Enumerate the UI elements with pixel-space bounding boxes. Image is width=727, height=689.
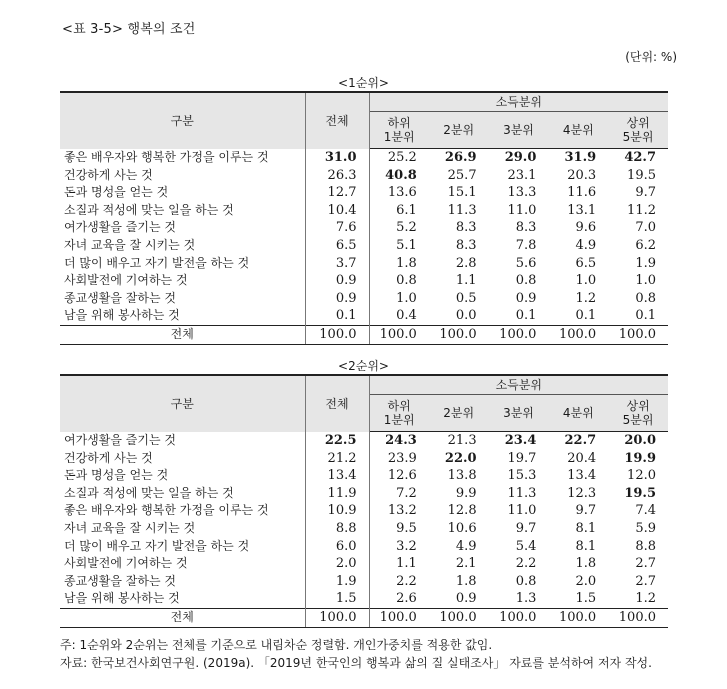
cell-total: 2.0 [305, 555, 369, 573]
cell-quintile-5: 100.0 [608, 325, 668, 344]
table-caption-rank2: <2순위> [338, 359, 389, 373]
table-row [60, 432, 668, 450]
cell-quintile-3: 7.8 [515, 237, 537, 253]
table-row [60, 467, 668, 485]
cell-quintile-4: 100.0 [548, 325, 608, 344]
row-label: 자녀 교육을 잘 시키는 것 [60, 520, 305, 538]
row-label: 여가생활을 즐기는 것 [60, 219, 305, 237]
row-label: 더 많이 배우고 자기 발전을 하는 것 [60, 255, 305, 273]
cell-quintile-2: 25.7 [447, 167, 477, 183]
cell-total: 6.0 [305, 538, 369, 556]
cell-quintile-3: 0.8 [515, 273, 537, 289]
row-label: 여가생활을 즐기는 것 [60, 432, 305, 450]
cell-total: 0.9 [305, 272, 369, 290]
row-label: 종교생활을 잘하는 것 [60, 573, 305, 591]
cell-quintile-4: 2.0 [575, 573, 597, 589]
cell-quintile-5: 42.7 [624, 150, 656, 165]
table-total-row [60, 325, 668, 344]
cell-quintile-2: 8.3 [455, 220, 477, 236]
table-row [60, 184, 668, 202]
cell-quintile-3: 1.3 [515, 591, 537, 607]
cell-total: 100.0 [305, 608, 369, 627]
cell-quintile-4: 20.3 [567, 167, 597, 183]
cell-quintile-4: 1.5 [575, 591, 597, 607]
cell-quintile-2: 8.3 [455, 237, 477, 253]
table-row [60, 237, 668, 255]
table-row [60, 167, 668, 185]
cell-quintile-4: 0.1 [575, 308, 597, 324]
header-quintile-2: 2분위 [429, 112, 489, 149]
cell-quintile-4: 4.9 [575, 237, 597, 253]
unit-label: (단위: %) [625, 50, 677, 64]
cell-quintile-1: 1.8 [396, 255, 417, 271]
cell-quintile-3: 0.1 [515, 308, 537, 324]
cell-quintile-3: 0.8 [515, 573, 537, 589]
table-row [60, 590, 668, 608]
table-row [60, 307, 668, 325]
cell-quintile-1: 24.3 [385, 433, 417, 448]
cell-quintile-2: 21.3 [447, 433, 477, 448]
row-label: 돈과 명성을 얻는 것 [60, 467, 305, 485]
cell-total: 100.0 [305, 325, 369, 344]
table-row [60, 502, 668, 520]
cell-quintile-3: 8.3 [515, 220, 537, 236]
row-label: 소질과 적성에 맞는 일을 하는 것 [60, 202, 305, 220]
cell-total: 3.7 [305, 255, 369, 273]
row-label: 더 많이 배우고 자기 발전을 하는 것 [60, 538, 305, 556]
header-quintile-2: 2분위 [429, 395, 489, 432]
cell-quintile-1: 7.2 [396, 485, 417, 501]
cell-quintile-2: 12.8 [447, 503, 477, 519]
cell-quintile-5: 19.5 [624, 485, 656, 501]
cell-quintile-1: 1.1 [396, 556, 417, 572]
cell-quintile-4: 31.9 [564, 150, 597, 165]
cell-quintile-2: 2.1 [455, 556, 477, 572]
header-total: 전체 [305, 375, 369, 432]
cell-total: 10.9 [305, 502, 369, 520]
cell-quintile-2: 0.5 [455, 290, 477, 306]
cell-quintile-4: 8.1 [575, 538, 597, 554]
cell-quintile-4: 12.3 [567, 485, 597, 501]
row-label: 남을 위해 봉사하는 것 [60, 307, 305, 325]
header-quintile-1: 하위 1분위 [369, 112, 429, 149]
row-label: 건강하게 사는 것 [60, 450, 305, 468]
table-title: <표 3-5> 행복의 조건 [62, 22, 196, 37]
row-label: 사회발전에 기여하는 것 [60, 272, 305, 290]
header-quintile-1: 하위 1분위 [369, 395, 429, 432]
table-row [60, 272, 668, 290]
cell-quintile-2: 1.8 [455, 573, 477, 589]
cell-quintile-1: 40.8 [385, 167, 417, 183]
row-label: 좋은 배우자와 행복한 가정을 이루는 것 [60, 149, 305, 167]
table-row [60, 573, 668, 591]
cell-quintile-4: 9.6 [575, 220, 597, 236]
table-rank1 [60, 91, 668, 345]
table-row [60, 202, 668, 220]
cell-quintile-5: 1.0 [635, 273, 656, 289]
cell-quintile-1: 13.2 [387, 503, 417, 519]
cell-quintile-4: 11.6 [567, 185, 597, 201]
cell-total: 26.3 [305, 167, 369, 185]
cell-total: 11.9 [305, 485, 369, 503]
cell-quintile-1: 3.2 [396, 538, 417, 554]
cell-quintile-5: 9.7 [635, 185, 656, 201]
cell-quintile-3: 100.0 [489, 608, 549, 627]
cell-total: 10.4 [305, 202, 369, 220]
cell-quintile-3: 2.2 [515, 556, 537, 572]
row-label: 남을 위해 봉사하는 것 [60, 590, 305, 608]
header-quintile-4: 4분위 [548, 395, 608, 432]
row-label: 사회발전에 기여하는 것 [60, 555, 305, 573]
cell-quintile-5: 2.7 [635, 573, 656, 589]
cell-quintile-5: 1.9 [635, 255, 656, 271]
cell-quintile-5: 7.4 [635, 503, 656, 519]
cell-quintile-2: 10.6 [447, 520, 477, 536]
cell-quintile-3: 19.7 [507, 450, 537, 466]
row-label: 소질과 적성에 맞는 일을 하는 것 [60, 485, 305, 503]
cell-quintile-3: 11.3 [507, 485, 537, 501]
cell-total: 8.8 [305, 520, 369, 538]
cell-quintile-4: 6.5 [575, 255, 597, 271]
cell-quintile-5: 0.8 [635, 290, 656, 306]
header-income-group: 소득분위 [369, 92, 668, 112]
cell-quintile-2: 26.9 [444, 150, 477, 165]
cell-quintile-1: 23.9 [387, 450, 417, 466]
cell-quintile-5: 7.0 [635, 220, 656, 236]
header-quintile-4: 4분위 [548, 112, 608, 149]
cell-quintile-4: 9.7 [575, 503, 597, 519]
cell-quintile-1: 5.1 [396, 237, 417, 253]
table-row [60, 290, 668, 308]
cell-quintile-1: 100.0 [369, 608, 429, 627]
cell-quintile-2: 13.8 [447, 468, 477, 484]
cell-total: 1.5 [305, 590, 369, 608]
cell-quintile-3: 100.0 [489, 325, 549, 344]
cell-quintile-2: 1.1 [455, 273, 477, 289]
cell-quintile-4: 8.1 [575, 520, 597, 536]
cell-quintile-3: 23.4 [504, 433, 537, 448]
cell-quintile-2: 100.0 [429, 325, 489, 344]
cell-quintile-1: 2.6 [396, 591, 417, 607]
cell-quintile-4: 1.2 [575, 290, 597, 306]
cell-quintile-5: 100.0 [608, 608, 668, 627]
cell-quintile-1: 5.2 [396, 220, 417, 236]
table-rank2 [60, 374, 668, 628]
cell-quintile-3: 11.0 [507, 503, 537, 519]
cell-quintile-1: 13.6 [387, 185, 417, 201]
cell-quintile-2: 9.9 [455, 485, 477, 501]
note-text: 주: 1순위와 2순위는 전체를 기준으로 내림차순 정렬함. 개인가중치를 적용한 값임. [60, 638, 493, 652]
cell-total: 6.5 [305, 237, 369, 255]
cell-quintile-1: 6.1 [396, 202, 417, 218]
cell-total: 31.0 [305, 149, 369, 167]
cell-quintile-3: 0.9 [515, 290, 537, 306]
cell-quintile-4: 13.1 [567, 202, 597, 218]
cell-total: 7.6 [305, 219, 369, 237]
cell-total: 13.4 [305, 467, 369, 485]
table-row [60, 149, 668, 167]
cell-quintile-1: 0.8 [396, 273, 417, 289]
cell-total: 0.9 [305, 290, 369, 308]
table-row [60, 255, 668, 273]
total-label: 전체 [60, 608, 305, 627]
total-label: 전체 [60, 325, 305, 344]
table-row [60, 538, 668, 556]
cell-quintile-1: 2.2 [396, 573, 417, 589]
cell-quintile-2: 0.9 [455, 591, 477, 607]
cell-quintile-3: 5.6 [515, 255, 537, 271]
table-row [60, 520, 668, 538]
table-total-row [60, 608, 668, 627]
header-category: 구분 [60, 92, 305, 149]
row-label: 종교생활을 잘하는 것 [60, 290, 305, 308]
cell-quintile-4: 1.0 [575, 273, 597, 289]
cell-quintile-2: 22.0 [444, 450, 477, 466]
cell-quintile-2: 15.1 [447, 185, 477, 201]
cell-quintile-2: 4.9 [455, 538, 477, 554]
cell-quintile-4: 1.8 [575, 556, 597, 572]
cell-quintile-5: 2.7 [635, 556, 656, 572]
cell-quintile-3: 29.0 [504, 150, 537, 165]
cell-total: 12.7 [305, 184, 369, 202]
cell-quintile-5: 11.2 [627, 202, 656, 218]
cell-quintile-5: 8.8 [635, 538, 656, 554]
row-label: 건강하게 사는 것 [60, 167, 305, 185]
cell-total: 21.2 [305, 450, 369, 468]
table-row [60, 555, 668, 573]
cell-total: 22.5 [305, 432, 369, 450]
cell-quintile-5: 6.2 [635, 237, 656, 253]
header-category: 구분 [60, 375, 305, 432]
cell-quintile-2: 0.0 [455, 308, 477, 324]
cell-quintile-5: 1.2 [635, 591, 656, 607]
cell-quintile-3: 23.1 [507, 167, 537, 183]
row-label: 좋은 배우자와 행복한 가정을 이루는 것 [60, 502, 305, 520]
header-quintile-5: 상위 5분위 [608, 112, 668, 149]
cell-quintile-5: 19.5 [627, 167, 656, 183]
cell-quintile-1: 9.5 [396, 520, 417, 536]
cell-quintile-5: 5.9 [635, 520, 656, 536]
table-caption-rank1: <1순위> [338, 76, 389, 90]
header-quintile-3: 3분위 [489, 112, 549, 149]
cell-quintile-4: 13.4 [567, 468, 597, 484]
cell-quintile-5: 20.0 [624, 433, 656, 448]
cell-quintile-2: 100.0 [429, 608, 489, 627]
source-text: 자료: 한국보건사회연구원. (2019a). 「2019년 한국인의 행복과 삶의 질 실태조사」 자료를 분석하여 저자 작성. [60, 656, 652, 670]
cell-quintile-3: 15.3 [507, 468, 537, 484]
header-quintile-5: 상위 5분위 [608, 395, 668, 432]
cell-quintile-3: 13.3 [507, 185, 537, 201]
cell-quintile-4: 22.7 [564, 433, 597, 448]
cell-quintile-1: 0.4 [396, 308, 417, 324]
cell-quintile-4: 20.4 [567, 450, 597, 466]
cell-quintile-1: 12.6 [387, 468, 417, 484]
cell-quintile-3: 11.0 [507, 202, 537, 218]
cell-quintile-3: 9.7 [515, 520, 537, 536]
cell-quintile-5: 12.0 [627, 468, 656, 484]
cell-quintile-4: 100.0 [548, 608, 608, 627]
table-row [60, 450, 668, 468]
row-label: 자녀 교육을 잘 시키는 것 [60, 237, 305, 255]
cell-quintile-5: 19.9 [624, 450, 656, 466]
table-row [60, 219, 668, 237]
table-row [60, 485, 668, 503]
cell-total: 1.9 [305, 573, 369, 591]
header-quintile-3: 3분위 [489, 395, 549, 432]
cell-quintile-1: 1.0 [396, 290, 417, 306]
cell-quintile-1: 25.2 [387, 150, 417, 165]
header-total: 전체 [305, 92, 369, 149]
cell-quintile-5: 0.1 [635, 308, 656, 324]
header-income-group: 소득분위 [369, 375, 668, 395]
row-label: 돈과 명성을 얻는 것 [60, 184, 305, 202]
cell-quintile-1: 100.0 [369, 325, 429, 344]
cell-quintile-2: 11.3 [447, 202, 477, 218]
cell-quintile-2: 2.8 [455, 255, 477, 271]
cell-total: 0.1 [305, 307, 369, 325]
cell-quintile-3: 5.4 [515, 538, 537, 554]
